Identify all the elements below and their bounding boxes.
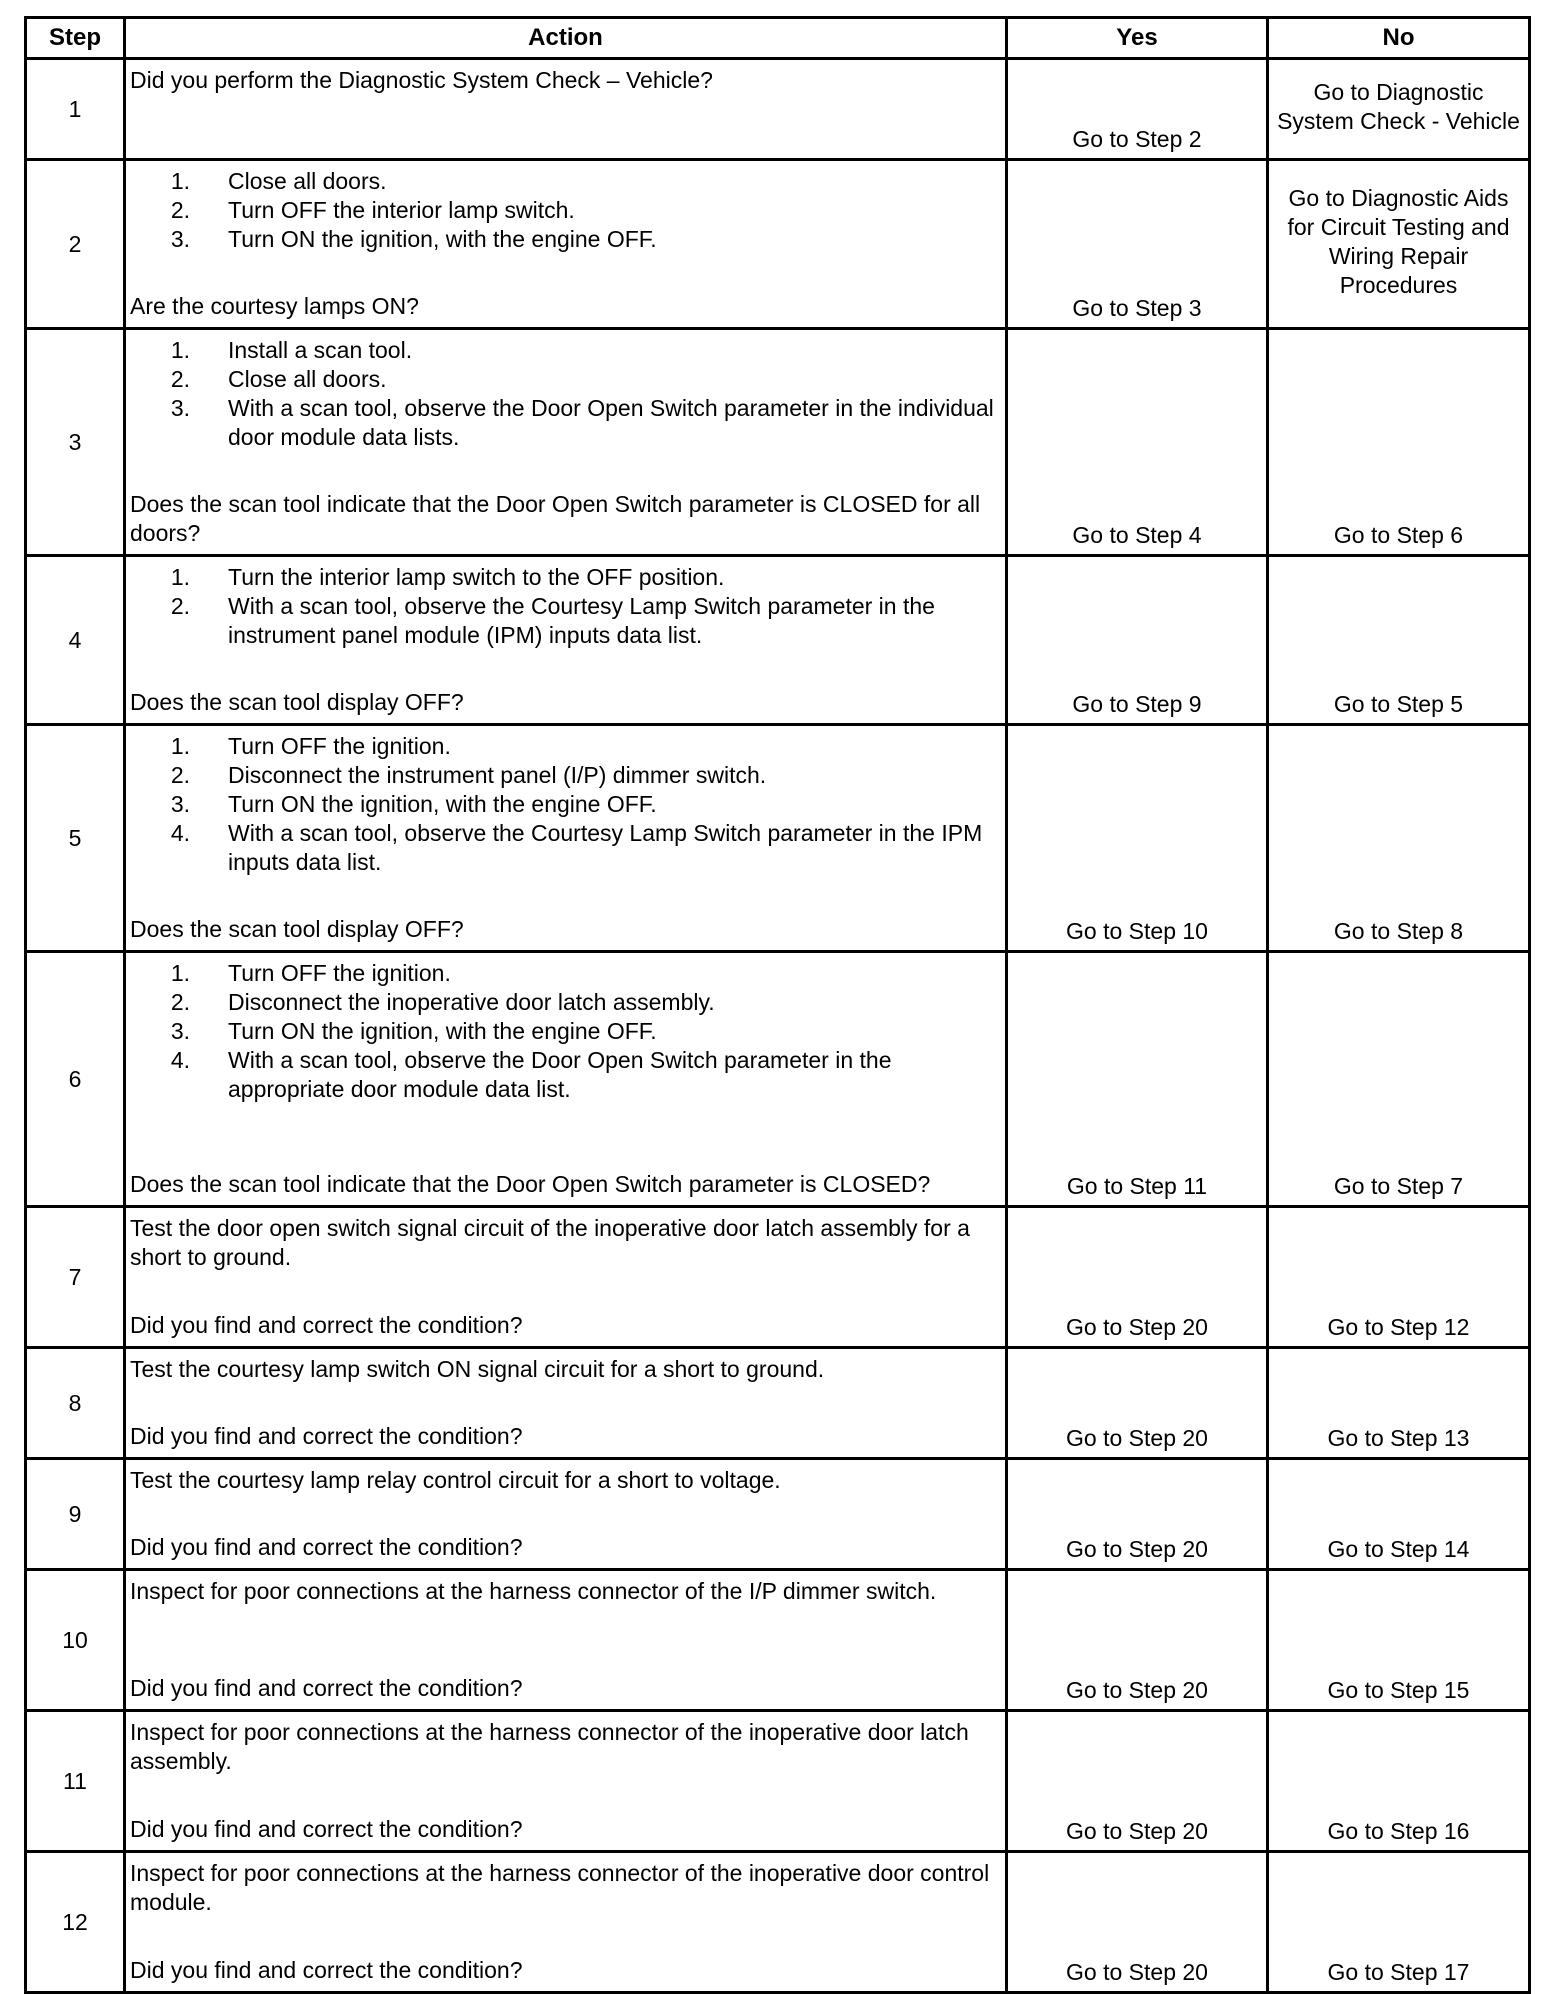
question-text: Did you find and correct the condition? (130, 1312, 523, 1338)
instruction-item (130, 959, 999, 988)
instruction-text: Install a scan tool. (228, 337, 413, 363)
step-number: 7 (26, 1207, 125, 1348)
question-text: Did you find and correct the condition? (130, 1816, 523, 1842)
question-text: Does the scan tool indicate that the Door Open Switch parameter is CLOSED for all doors? (130, 491, 981, 546)
instruction-item (130, 988, 999, 1017)
action-text: Test the courtesy lamp relay control circuit for a short to voltage. (130, 1467, 781, 1493)
instruction-number: 2. (170, 989, 190, 1015)
no-cell: Go to Step 13 (1268, 1348, 1530, 1459)
question-text: Does the scan tool indicate that the Door Open Switch parameter is CLOSED? (130, 1171, 931, 1197)
instruction-item (130, 225, 999, 254)
yes-cell: Go to Step 9 (1007, 556, 1268, 725)
table-body (26, 59, 1530, 1993)
step-number: 6 (26, 952, 125, 1207)
no-cell: Go to Step 14 (1268, 1459, 1530, 1570)
table-row (26, 329, 1530, 556)
table-row (26, 725, 1530, 952)
instruction-text: With a scan tool, observe the Door Open Switch parameter in the individual door module data lists. (228, 395, 994, 450)
instruction-text: With a scan tool, observe the Door Open Switch parameter in the appropriate door module data list. (228, 1047, 892, 1102)
table-row (26, 59, 1530, 160)
instruction-item (130, 790, 999, 819)
header-row (26, 18, 1530, 59)
table-row (26, 1852, 1530, 1993)
instruction-text: Turn ON the ignition, with the engine OFF. (228, 226, 657, 252)
question-text: Are the courtesy lamps ON? (130, 293, 419, 319)
yes-cell: Go to Step 4 (1007, 329, 1268, 556)
no-cell: Go to Step 17 (1268, 1852, 1530, 1993)
action-text: Inspect for poor connections at the harness connector of the inoperative door latch assembly. (130, 1719, 969, 1774)
table-row (26, 1459, 1530, 1570)
instruction-text: With a scan tool, observe the Courtesy Lamp Switch parameter in the instrument panel module (IPM) inputs data list. (228, 593, 935, 648)
instruction-number: 3. (170, 395, 190, 421)
action-cell (125, 725, 1007, 952)
header-step: Step (26, 18, 125, 59)
instruction-text: Close all doors. (228, 168, 387, 194)
header-yes: Yes (1007, 18, 1268, 59)
question-text: Did you find and correct the condition? (130, 1957, 523, 1983)
instruction-number: 1. (170, 564, 190, 590)
step-number: 3 (26, 329, 125, 556)
no-cell: Go to Step 15 (1268, 1570, 1530, 1711)
table-row (26, 1207, 1530, 1348)
step-number: 10 (26, 1570, 125, 1711)
instruction-text: Turn OFF the ignition. (228, 960, 451, 986)
action-cell (125, 1207, 1007, 1348)
action-cell (125, 59, 1007, 160)
action-cell (125, 160, 1007, 329)
instruction-text: With a scan tool, observe the Courtesy Lamp Switch parameter in the IPM inputs data list. (228, 820, 983, 875)
table-row (26, 1711, 1530, 1852)
instruction-number: 2. (170, 197, 190, 223)
action-cell (125, 556, 1007, 725)
no-cell: Go to Step 16 (1268, 1711, 1530, 1852)
yes-cell: Go to Step 20 (1007, 1711, 1268, 1852)
instruction-item (130, 1017, 999, 1046)
instruction-item (130, 819, 999, 877)
yes-cell: Go to Step 20 (1007, 1348, 1268, 1459)
yes-cell: Go to Step 20 (1007, 1459, 1268, 1570)
instruction-list (130, 167, 999, 254)
instruction-number: 2. (170, 762, 190, 788)
no-cell: Go to Step 6 (1268, 329, 1530, 556)
instruction-item (130, 732, 999, 761)
action-text: Test the door open switch signal circuit of the inoperative door latch assembly for a short to ground. (130, 1215, 970, 1270)
action-cell (125, 1570, 1007, 1711)
table-row (26, 1348, 1530, 1459)
yes-cell: Go to Step 20 (1007, 1207, 1268, 1348)
step-number: 5 (26, 725, 125, 952)
step-number: 2 (26, 160, 125, 329)
instruction-text: Close all doors. (228, 366, 387, 392)
question-text: Did you find and correct the condition? (130, 1423, 523, 1449)
step-number: 12 (26, 1852, 125, 1993)
instruction-item (130, 761, 999, 790)
instruction-list (130, 336, 999, 452)
action-text: Inspect for poor connections at the harness connector of the I/P dimmer switch. (130, 1578, 937, 1604)
step-number: 8 (26, 1348, 125, 1459)
yes-cell: Go to Step 20 (1007, 1852, 1268, 1993)
instruction-item (130, 196, 999, 225)
action-cell (125, 1348, 1007, 1459)
instruction-text: Turn OFF the ignition. (228, 733, 451, 759)
no-cell: Go to Step 7 (1268, 952, 1530, 1207)
question-text: Does the scan tool display OFF? (130, 916, 464, 942)
instruction-number: 2. (170, 593, 190, 619)
action-cell (125, 329, 1007, 556)
instruction-item (130, 394, 999, 452)
instruction-text: Turn ON the ignition, with the engine OFF. (228, 791, 657, 817)
instruction-number: 3. (170, 226, 190, 252)
instruction-number: 3. (170, 791, 190, 817)
instruction-item (130, 592, 999, 650)
question-text: Does the scan tool display OFF? (130, 689, 464, 715)
step-number: 1 (26, 59, 125, 160)
instruction-number: 1. (170, 337, 190, 363)
instruction-item (130, 563, 999, 592)
header-no: No (1268, 18, 1530, 59)
header-action: Action (125, 18, 1007, 59)
no-cell: Go to Step 8 (1268, 725, 1530, 952)
instruction-text: Disconnect the instrument panel (I/P) dimmer switch. (228, 762, 767, 788)
table-row (26, 1570, 1530, 1711)
step-number: 4 (26, 556, 125, 725)
step-number: 9 (26, 1459, 125, 1570)
action-text: Inspect for poor connections at the harness connector of the inoperative door control module. (130, 1860, 990, 1915)
yes-cell: Go to Step 11 (1007, 952, 1268, 1207)
question-text: Did you find and correct the condition? (130, 1534, 523, 1560)
instruction-number: 1. (170, 960, 190, 986)
question-text: Did you find and correct the condition? (130, 1675, 523, 1701)
diagnostic-table (24, 16, 1531, 1994)
action-text: Did you perform the Diagnostic System Check – Vehicle? (130, 67, 713, 93)
no-cell: Go to Step 12 (1268, 1207, 1530, 1348)
instruction-list (130, 563, 999, 650)
instruction-item (130, 1046, 999, 1104)
instruction-list (130, 732, 999, 877)
action-cell (125, 1852, 1007, 1993)
instruction-number: 4. (170, 1047, 190, 1073)
instruction-number: 2. (170, 366, 190, 392)
table-row (26, 160, 1530, 329)
instruction-number: 1. (170, 733, 190, 759)
instruction-item (130, 167, 999, 196)
yes-cell: Go to Step 10 (1007, 725, 1268, 952)
yes-cell: Go to Step 20 (1007, 1570, 1268, 1711)
no-cell: Go to Diagnostic System Check - Vehicle (1268, 59, 1530, 160)
instruction-text: Turn ON the ignition, with the engine OFF. (228, 1018, 657, 1044)
step-number: 11 (26, 1711, 125, 1852)
yes-cell: Go to Step 2 (1007, 59, 1268, 160)
action-text: Test the courtesy lamp switch ON signal circuit for a short to ground. (130, 1356, 825, 1382)
table-row (26, 952, 1530, 1207)
no-cell: Go to Step 5 (1268, 556, 1530, 725)
yes-cell: Go to Step 3 (1007, 160, 1268, 329)
action-cell (125, 1711, 1007, 1852)
no-cell: Go to Diagnostic Aids for Circuit Testing and Wiring Repair Procedures (1268, 160, 1530, 329)
instruction-text: Turn the interior lamp switch to the OFF position. (228, 564, 725, 590)
instruction-item (130, 365, 999, 394)
instruction-text: Turn OFF the interior lamp switch. (228, 197, 575, 223)
instruction-number: 1. (170, 168, 190, 194)
table-row (26, 556, 1530, 725)
action-cell (125, 952, 1007, 1207)
instruction-text: Disconnect the inoperative door latch assembly. (228, 989, 715, 1015)
instruction-item (130, 336, 999, 365)
instruction-list (130, 959, 999, 1104)
instruction-number: 3. (170, 1018, 190, 1044)
instruction-number: 4. (170, 820, 190, 846)
action-cell (125, 1459, 1007, 1570)
